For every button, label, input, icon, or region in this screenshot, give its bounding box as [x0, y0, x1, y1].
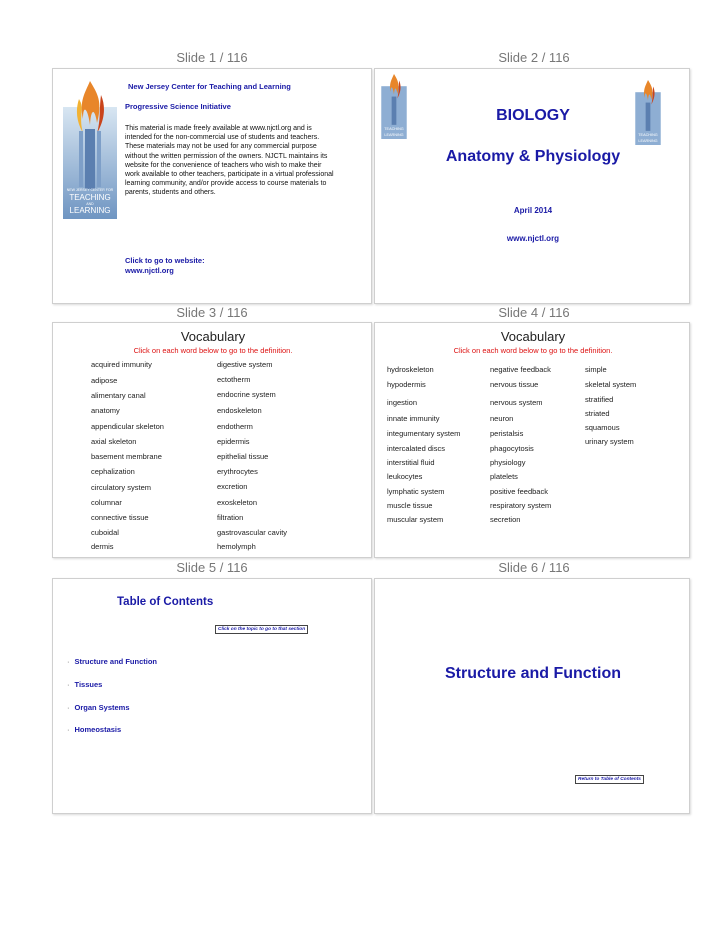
vocab-word[interactable]: ingestion [387, 398, 418, 407]
bullet-icon: · [67, 703, 70, 712]
vocab-word[interactable]: endotherm [217, 422, 253, 431]
vocab-word[interactable]: stratified [585, 395, 614, 404]
slide-3[interactable] [52, 322, 372, 558]
vocab-word[interactable]: simple [585, 365, 607, 374]
vocab-word[interactable]: endoskeleton [217, 406, 262, 415]
slide-5-caption: Slide 5 / 116 [176, 560, 248, 575]
section-title: Structure and Function [445, 665, 621, 682]
vocab-word[interactable]: ectotherm [217, 375, 251, 384]
website-url[interactable]: www.njctl.org [506, 234, 560, 243]
vocab-word[interactable]: exoskeleton [217, 498, 258, 507]
toc-item-label: Organ Systems [74, 703, 130, 712]
vocab-word[interactable]: innate immunity [387, 414, 440, 423]
vocab-word[interactable]: epidermis [217, 437, 250, 446]
vocab-word[interactable]: neuron [490, 414, 514, 423]
topic-title: Anatomy & Physiology [445, 148, 621, 165]
bullet-icon: · [67, 657, 70, 666]
svg-text:LEARNING: LEARNING [384, 133, 404, 138]
toc-item-label: Structure and Function [74, 657, 157, 666]
vocab-word[interactable]: adipose [91, 376, 118, 385]
slide-3-caption: Slide 3 / 116 [176, 305, 248, 320]
vocab-word[interactable]: axial skeleton [91, 437, 137, 446]
slide-4-caption: Slide 4 / 116 [498, 305, 570, 320]
vocab-word[interactable]: integumentary system [387, 429, 461, 438]
bullet-icon: · [67, 680, 70, 689]
vocab-word[interactable]: lymphatic system [387, 487, 445, 496]
svg-text:TEACHING: TEACHING [638, 133, 658, 138]
toc-item-label: Tissues [74, 680, 103, 689]
njctl-logo-left [379, 73, 409, 139]
vocab-word[interactable]: cuboidal [91, 528, 119, 537]
toc-item-organ-systems[interactable] [67, 703, 130, 712]
vocab-word[interactable]: excretion [217, 482, 248, 491]
slide-1-caption: Slide 1 / 116 [176, 50, 248, 65]
website-link-url: www.njctl.org [125, 266, 174, 275]
svg-text:TEACHING: TEACHING [69, 193, 111, 202]
svg-text:NEW JERSEY CENTER FOR: NEW JERSEY CENTER FOR [66, 188, 114, 192]
vocab-word[interactable]: acquired immunity [91, 360, 152, 369]
vocab-word[interactable]: negative feedback [490, 365, 551, 374]
vocab-word[interactable]: dermis [91, 542, 114, 551]
vocab-title: Vocabulary [500, 329, 566, 344]
vocab-word[interactable]: skeletal system [585, 380, 637, 389]
return-to-toc-button[interactable]: Return to Table of Contents [575, 775, 644, 784]
vocab-word[interactable]: nervous system [490, 398, 543, 407]
vocab-word[interactable]: alimentary canal [91, 391, 146, 400]
subject-title: BIOLOGY [496, 107, 570, 124]
vocab-word[interactable]: physiology [490, 458, 526, 467]
vocab-word[interactable]: platelets [490, 472, 518, 481]
vocab-word[interactable]: secretion [490, 515, 521, 524]
njctl-logo [59, 79, 121, 219]
slide-4[interactable] [374, 322, 690, 558]
slide-2[interactable] [374, 68, 690, 304]
toc-item-structure-and-function[interactable] [67, 657, 157, 666]
vocab-word[interactable]: interstitial fluid [387, 458, 435, 467]
vocab-word[interactable]: respiratory system [490, 501, 552, 510]
vocab-word[interactable]: hemolymph [217, 542, 256, 551]
vocab-word[interactable]: hypodermis [387, 380, 426, 389]
vocab-word[interactable]: circulatory system [91, 483, 152, 492]
toc-item-tissues[interactable] [67, 680, 102, 689]
vocab-word[interactable]: cephalization [91, 467, 135, 476]
vocab-word[interactable]: gastrovascular cavity [217, 528, 288, 537]
svg-text:LEARNING: LEARNING [638, 139, 658, 144]
vocab-word[interactable]: erythrocytes [217, 467, 258, 476]
svg-text:AND: AND [86, 202, 94, 206]
vocab-subtitle: Click on each word below to go to the definition. [453, 346, 613, 355]
vocab-word[interactable]: epithelial tissue [217, 452, 269, 461]
vocab-word[interactable]: connective tissue [91, 513, 149, 522]
vocab-word[interactable]: phagocytosis [490, 444, 534, 453]
vocab-word[interactable]: leukocytes [387, 472, 423, 481]
date-label: April 2014 [513, 206, 553, 215]
vocab-word[interactable]: intercalated discs [387, 444, 445, 453]
svg-text:TEACHING: TEACHING [384, 127, 404, 132]
vocab-word[interactable]: anatomy [91, 406, 120, 415]
vocab-word[interactable]: endocrine system [217, 390, 276, 399]
toc-hint: Click on the topic to go to that section [215, 625, 308, 634]
vocab-word[interactable]: filtration [217, 513, 244, 522]
vocab-title: Vocabulary [180, 329, 246, 344]
org-name: New Jersey Center for Teaching and Learning [128, 82, 291, 91]
license-text: This material is made freely available at www.njctl.org and is intended for the non-commercial use of students and teachers. These materials may not be used for any commercial purpose without the written permission of the owners. NJCTL maintains its website for the convenience of teachers who wish to make their work available to other teachers, participate in a virtual professional learning community, and/or provide access to course materials to parents, students and others. [125, 125, 334, 197]
slide-1[interactable] [52, 68, 372, 304]
toc-item-label: Homeostasis [74, 725, 122, 734]
vocab-word[interactable]: muscle tissue [387, 501, 433, 510]
slide-6[interactable] [374, 578, 690, 814]
vocab-word[interactable]: muscular system [387, 515, 444, 524]
toc-title: Table of Contents [117, 596, 214, 608]
vocab-word[interactable]: digestive system [217, 360, 273, 369]
slide-6-caption: Slide 6 / 116 [498, 560, 570, 575]
toc-item-homeostasis[interactable] [67, 725, 121, 734]
vocab-word[interactable]: appendicular skeleton [91, 422, 164, 431]
vocab-word[interactable]: hydroskeleton [387, 365, 434, 374]
website-link[interactable] [125, 256, 205, 276]
vocab-word[interactable]: squamous [585, 423, 620, 432]
website-link-label: Click to go to website: [125, 256, 205, 265]
vocab-word[interactable]: striated [585, 409, 610, 418]
svg-text:LEARNING: LEARNING [69, 206, 111, 215]
slide-2-caption: Slide 2 / 116 [498, 50, 570, 65]
bullet-icon: · [67, 725, 70, 734]
vocab-word[interactable]: nervous tissue [490, 380, 539, 389]
initiative-name: Progressive Science Initiative [125, 102, 231, 111]
vocab-word[interactable]: urinary system [585, 437, 634, 446]
vocab-word[interactable]: columnar [91, 498, 122, 507]
slide-5[interactable] [52, 578, 372, 814]
vocab-subtitle: Click on each word below to go to the definition. [133, 346, 293, 355]
vocab-word[interactable]: basement membrane [91, 452, 162, 461]
vocab-word[interactable]: positive feedback [490, 487, 548, 496]
vocab-word[interactable]: peristalsis [490, 429, 524, 438]
